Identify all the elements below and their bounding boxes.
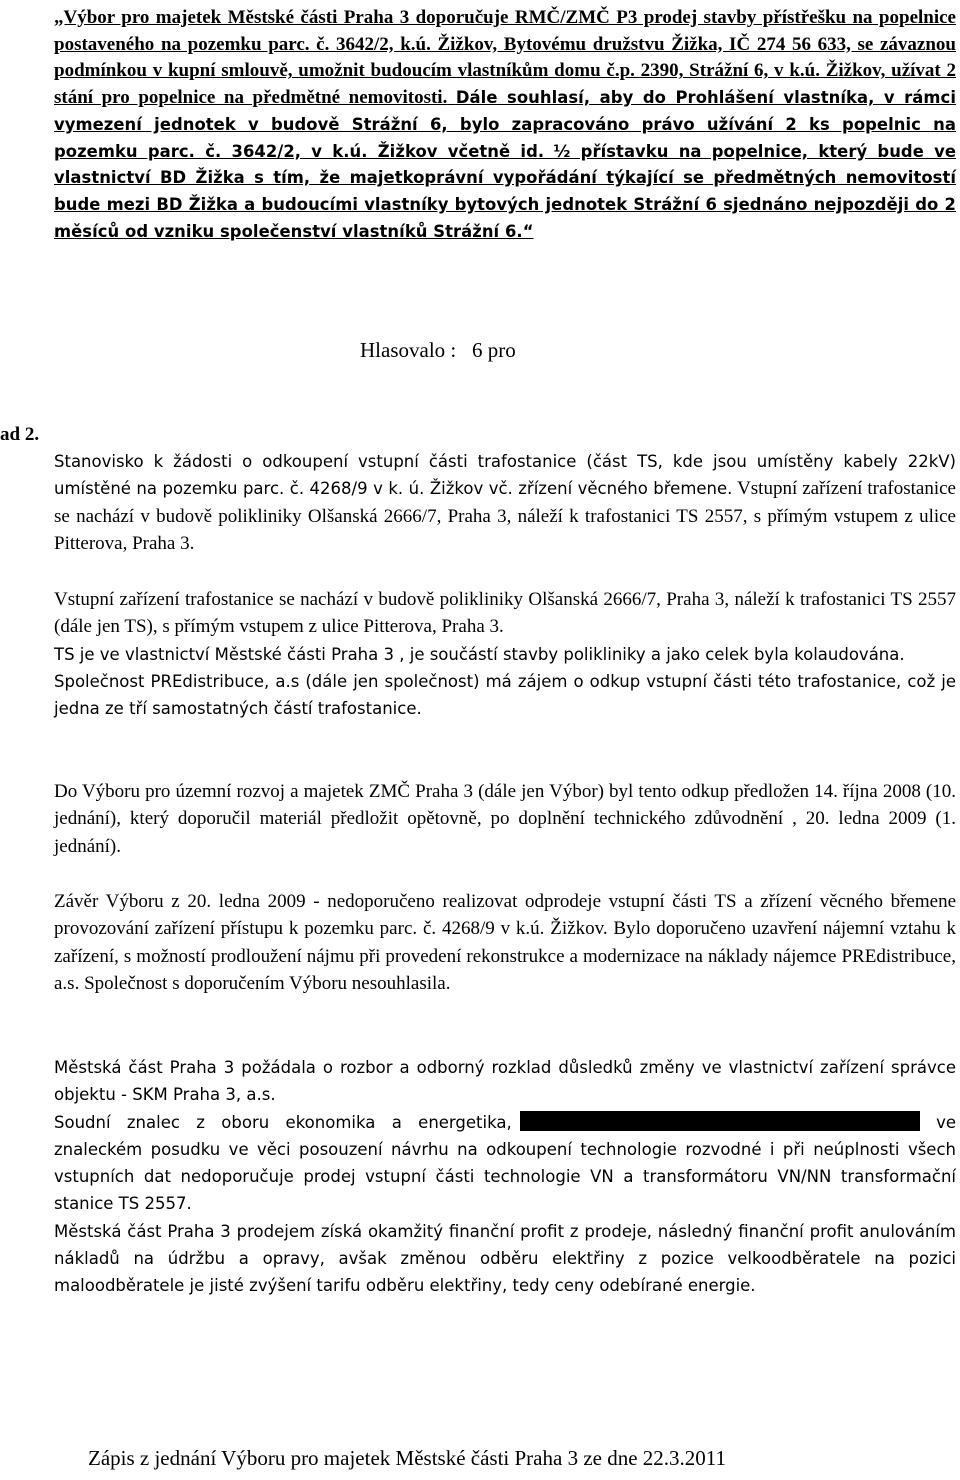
- paragraph-financial: Městská část Praha 3 prodejem získá okamžitý finanční profit z prodeje, následný finanční profit anulováním nákladů na údržbu a opravy, avšak změnou odběru elektřiny z pozice velkoodběratele na pozici maloodběratele je jisté zvýšení tarifu odběru elektřiny, tedy ceny odebírané energie.: [54, 1221, 956, 1296]
- paragraph-expert: [54, 1109, 956, 1218]
- paragraph-entry: Vstupní zařízení trafostanice se nachází v budově polikliniky Olšanská 2666/7, Praha 3, náleží k trafostanici TS 2557 (dále jen TS), s přímým vstupem z ulice Pitterova, Praha 3.: [54, 589, 956, 638]
- resolution-part-2: Dále souhlasí, aby do Prohlášení vlastníka, v rámci vymezení jednotek v budově Strážní 6, bylo zapracováno právo užívání 2 ks popelnic na pozemku parc. č. 3642/2, v k.ú. Žižkov včetně id.: [54, 88, 956, 161]
- paragraph-analysis-request: Městská část Praha 3 požádala o rozbor a odborný rozklad důsledků změny ve vlastnictví zařízení správce objektu - SKM Praha 3, a.s.: [54, 1058, 956, 1105]
- agenda-item-label: ad 2.: [0, 424, 40, 445]
- paragraph-committee: Do Výboru pro územní rozvoj a majetek ZMČ Praha 3 (dále jen Výbor) byl tento odkup předložen 14. října 2008 (10. jednání), který doporučil materiál předložit opětovně, po doplnění technického zdůvodnění , 20. ledna 2009 (1. jednání).: [54, 781, 956, 857]
- paragraph-committee-history: [54, 778, 956, 860]
- page-footer: Zápis z jednání Výboru pro majetek Městské části Praha 3 ze dne 22.3.2011: [88, 1446, 726, 1470]
- paragraph-group-1: [54, 586, 956, 722]
- item-heading-text: Stanovisko k žádosti o odkoupení vstupní části trafostanice (část TS, kde jsou umístěny kabely 22kV) umístěné na pozemku parc. č. 4268/9 v k. ú. Žižkov vč. zřízení věcného břemene.: [54, 452, 956, 499]
- resolution-part-1: „Výbor pro majetek Městské části Praha 3 doporučuje RMČ/ZMČ P3 prodej stavby přístřešku na popelnice postaveného na pozemku parc. č. 3642/2, k.ú. Žižkov, Bytovému družstvu Žižka, IČ 274 56 633, se závaznou podmínkou v kupní smlouvě, umožnit budoucím vlastníkům domu č.p. 2390, Strážní 6, v k.ú. Žižkov, užívat 2 stání pro popelnice na předmětné nemovitosti.: [54, 7, 956, 109]
- resolution-text: [54, 5, 956, 245]
- expert-intro: Soudní znalec z oboru ekonomika a energetika,: [54, 1112, 512, 1132]
- paragraph-group-final: [54, 1054, 956, 1300]
- paragraph-conclusion: Závěr Výboru z 20. ledna 2009 - nedoporučeno realizovat odprodeje vstupní části TS a zřízení věcného břemene provozování zařízení přístupu k pozemku parc. č. 4268/9 v k.ú. Žižkov. Bylo doporučeno uzavření nájemní vztahu k zařízení, s možností prodloužení nájmu při provedení rekonstrukce a modernizace na náklady nájemce PREdistribuce, a.s. Společnost s doporučením Výboru nesouhlasila.: [54, 891, 956, 994]
- paragraph-ownership: TS je ve vlastnictví Městské části Praha 3 , je součástí stavby polikliniky a jako celek byla kolaudována.: [54, 644, 905, 664]
- item-heading: [54, 448, 956, 557]
- paragraph-interest: Společnost PREdistribuce, a.s (dále jen společnost) má zájem o odkup vstupní části této trafostanice, což je jedna ze tří samostatných částí trafostanice.: [54, 671, 956, 719]
- vote-result: Hlasovalo : 6 pro: [360, 338, 516, 362]
- resolution-close-quote: “: [522, 221, 534, 241]
- resolution-part-3: ½ přístavku na popelnice, který bude ve vlastnictví BD Žižka s tím, že majetkoprávní vypořádání týkající se předmětných nemovitostí bude mezi BD Žižka a budoucími vlastníky bytových jednotek Strážní 6 sjednáno nejpozději do 2 měsíců od vzniku společenství vlastníků Strážní 6.: [54, 141, 957, 241]
- redaction-bar: [520, 1111, 920, 1131]
- expert-opinion: ve znaleckém posudku ve věci posouzení návrhu na odkoupení technologie rozvodné i při neúplnosti všech vstupních dat nedoporučuje prodej vstupní části technologie VN a transformátoru VN/NN transformační stanice TS 2557.: [54, 1112, 957, 1214]
- item-heading-location: Vstupní zařízení trafostanice se nachází v budově polikliniky Olšanská 2666/7, Praha 3, náleží k trafostanici TS 2557, s přímým vstupem z ulice Pitterova, Praha 3.: [54, 478, 956, 554]
- paragraph-conclusion-group: [54, 888, 956, 997]
